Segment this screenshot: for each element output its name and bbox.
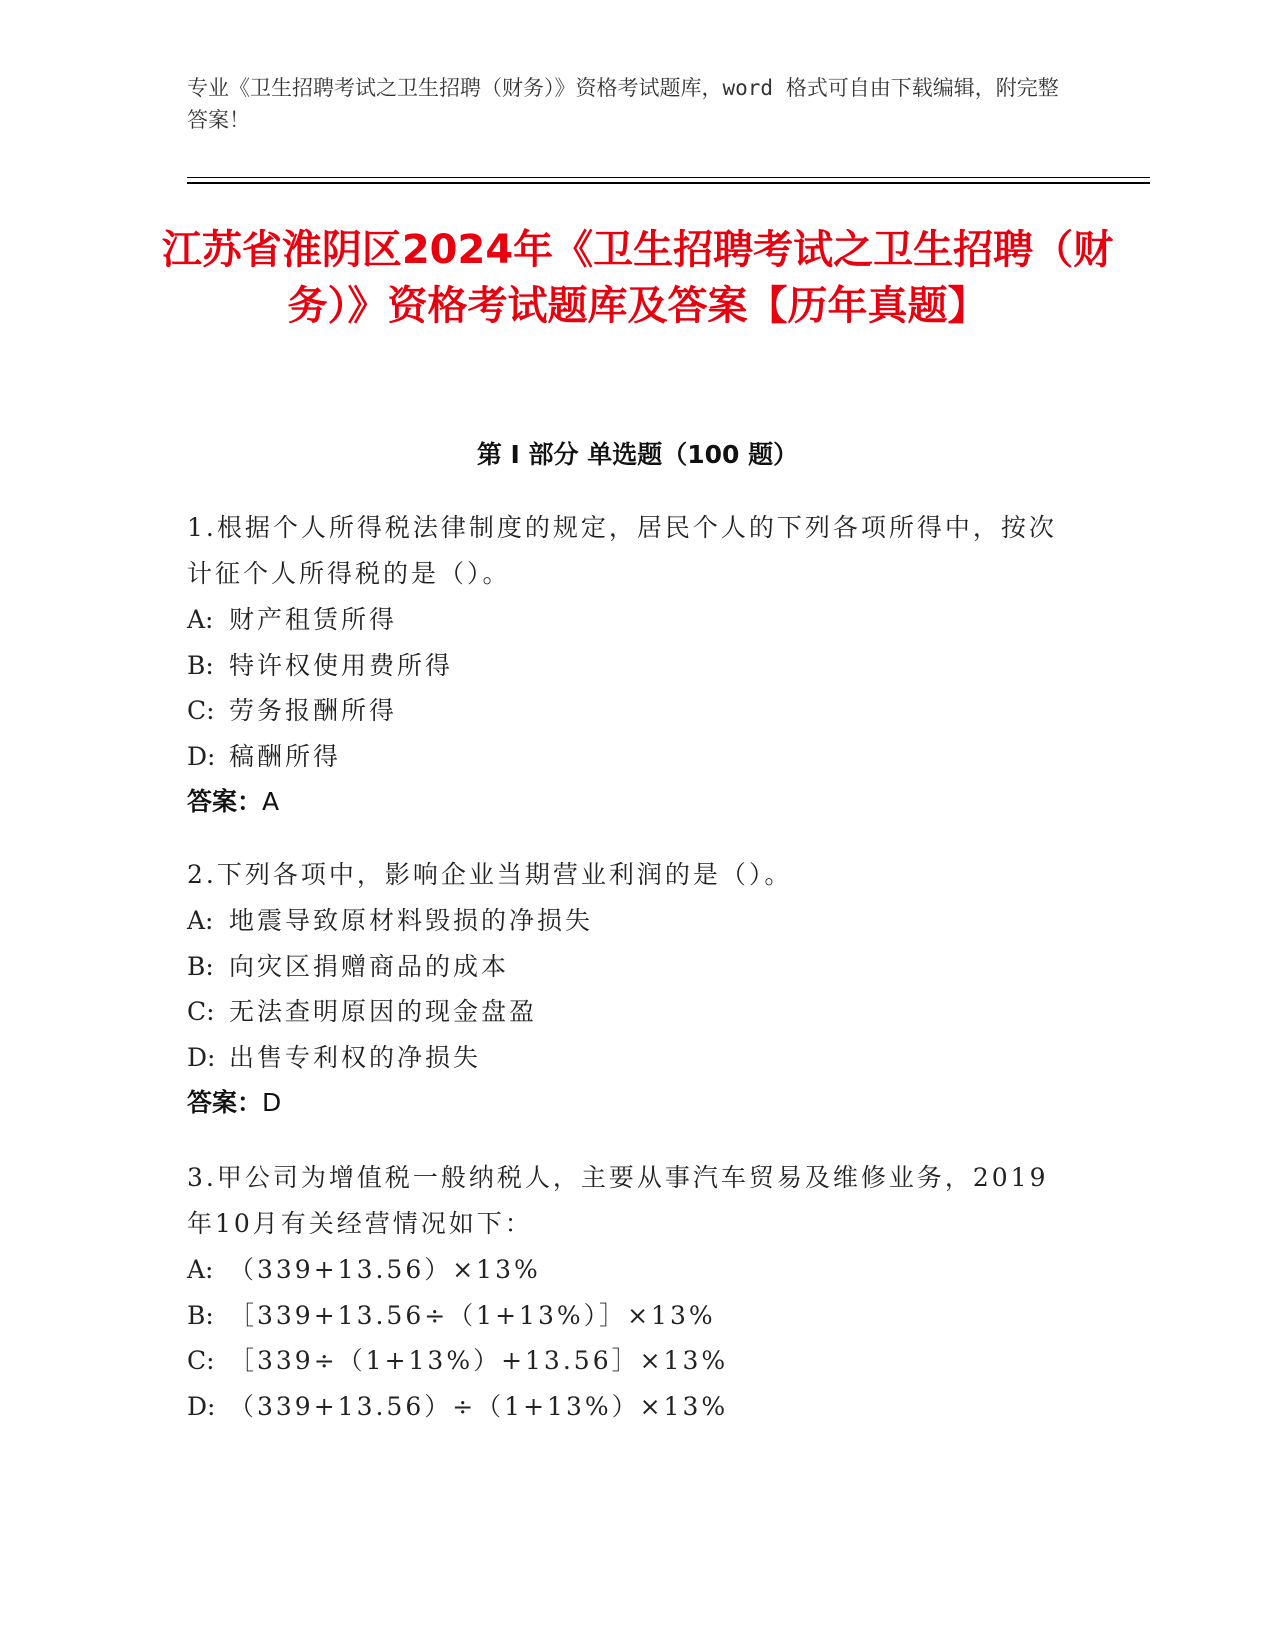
option-label: B: — [187, 951, 214, 981]
document-title: 江苏省淮阴区2024年《卫生招聘考试之卫生招聘（财务）》资格考试题库及答案【历年真题】 — [161, 227, 1114, 329]
option-d — [187, 1384, 1067, 1430]
header-divider-thick — [187, 182, 1150, 184]
option-text: ［339+13.56÷（1+13%）］×13% — [229, 1300, 716, 1330]
section-title: 第 I 部分 单选题（100 题） — [476, 440, 799, 469]
option-label: C: — [187, 1346, 215, 1375]
option-text: 地震导致原材料毁损的净损失 — [229, 906, 594, 935]
option-a — [187, 898, 1067, 944]
option-text: 特许权使用费所得 — [229, 650, 454, 680]
answer-value: A — [262, 787, 280, 816]
option-a — [187, 1247, 1067, 1293]
option-b — [187, 944, 1067, 990]
option-label: D: — [187, 741, 216, 771]
answer — [187, 779, 1067, 825]
option-text: 无法查明原因的现金盘盈 — [229, 997, 538, 1026]
option-text: 稿酬所得 — [229, 741, 342, 771]
question-1 — [187, 505, 1067, 825]
option-text: 财产租赁所得 — [229, 605, 398, 634]
question-3 — [187, 1155, 1067, 1429]
answer — [187, 1080, 1067, 1126]
option-label: B: — [187, 1300, 214, 1330]
question-text: 3.甲公司为增值税一般纳税人，主要从事汽车贸易及维修业务，2019年10月有关经营情况如下： — [187, 1163, 1049, 1238]
question-text: 2.下列各项中，影响企业当期营业利润的是（）。 — [187, 860, 793, 889]
option-label: D: — [187, 1042, 216, 1072]
option-text: （339+13.56）×13% — [229, 1255, 541, 1284]
header-note: 专业《卫生招聘考试之卫生招聘（财务）》资格考试题库，word 格式可自由下载编辑，附完整答案！ — [187, 76, 1059, 132]
option-d — [187, 1035, 1067, 1081]
question-2 — [187, 852, 1067, 1126]
option-c — [187, 989, 1067, 1035]
option-text: ［339÷（1+13%）+13.56］×13% — [229, 1346, 729, 1375]
option-b — [187, 1293, 1067, 1339]
option-label: A: — [187, 605, 214, 634]
option-a — [187, 597, 1067, 643]
option-text: 向灾区捐赠商品的成本 — [229, 951, 510, 981]
option-label: C: — [187, 696, 215, 725]
option-d — [187, 734, 1067, 780]
option-b — [187, 643, 1067, 689]
option-text: 劳务报酬所得 — [229, 696, 398, 725]
header-divider-thin — [187, 177, 1150, 178]
answer-label: 答案： — [187, 1088, 263, 1117]
option-label: A: — [187, 1255, 214, 1284]
option-label: A: — [187, 906, 214, 935]
option-label: D: — [187, 1391, 216, 1421]
option-c — [187, 688, 1067, 734]
option-text: 出售专利权的净损失 — [229, 1042, 482, 1072]
option-c — [187, 1338, 1067, 1384]
option-text: （339+13.56）÷（1+13%）×13% — [229, 1391, 729, 1421]
question-text: 1.根据个人所得税法律制度的规定，居民个人的下列各项所得中，按次计征个人所得税的是（）。 — [187, 513, 1057, 588]
answer-label: 答案： — [187, 787, 263, 816]
option-label: B: — [187, 650, 214, 680]
answer-value: D — [262, 1088, 282, 1117]
option-label: C: — [187, 997, 215, 1026]
